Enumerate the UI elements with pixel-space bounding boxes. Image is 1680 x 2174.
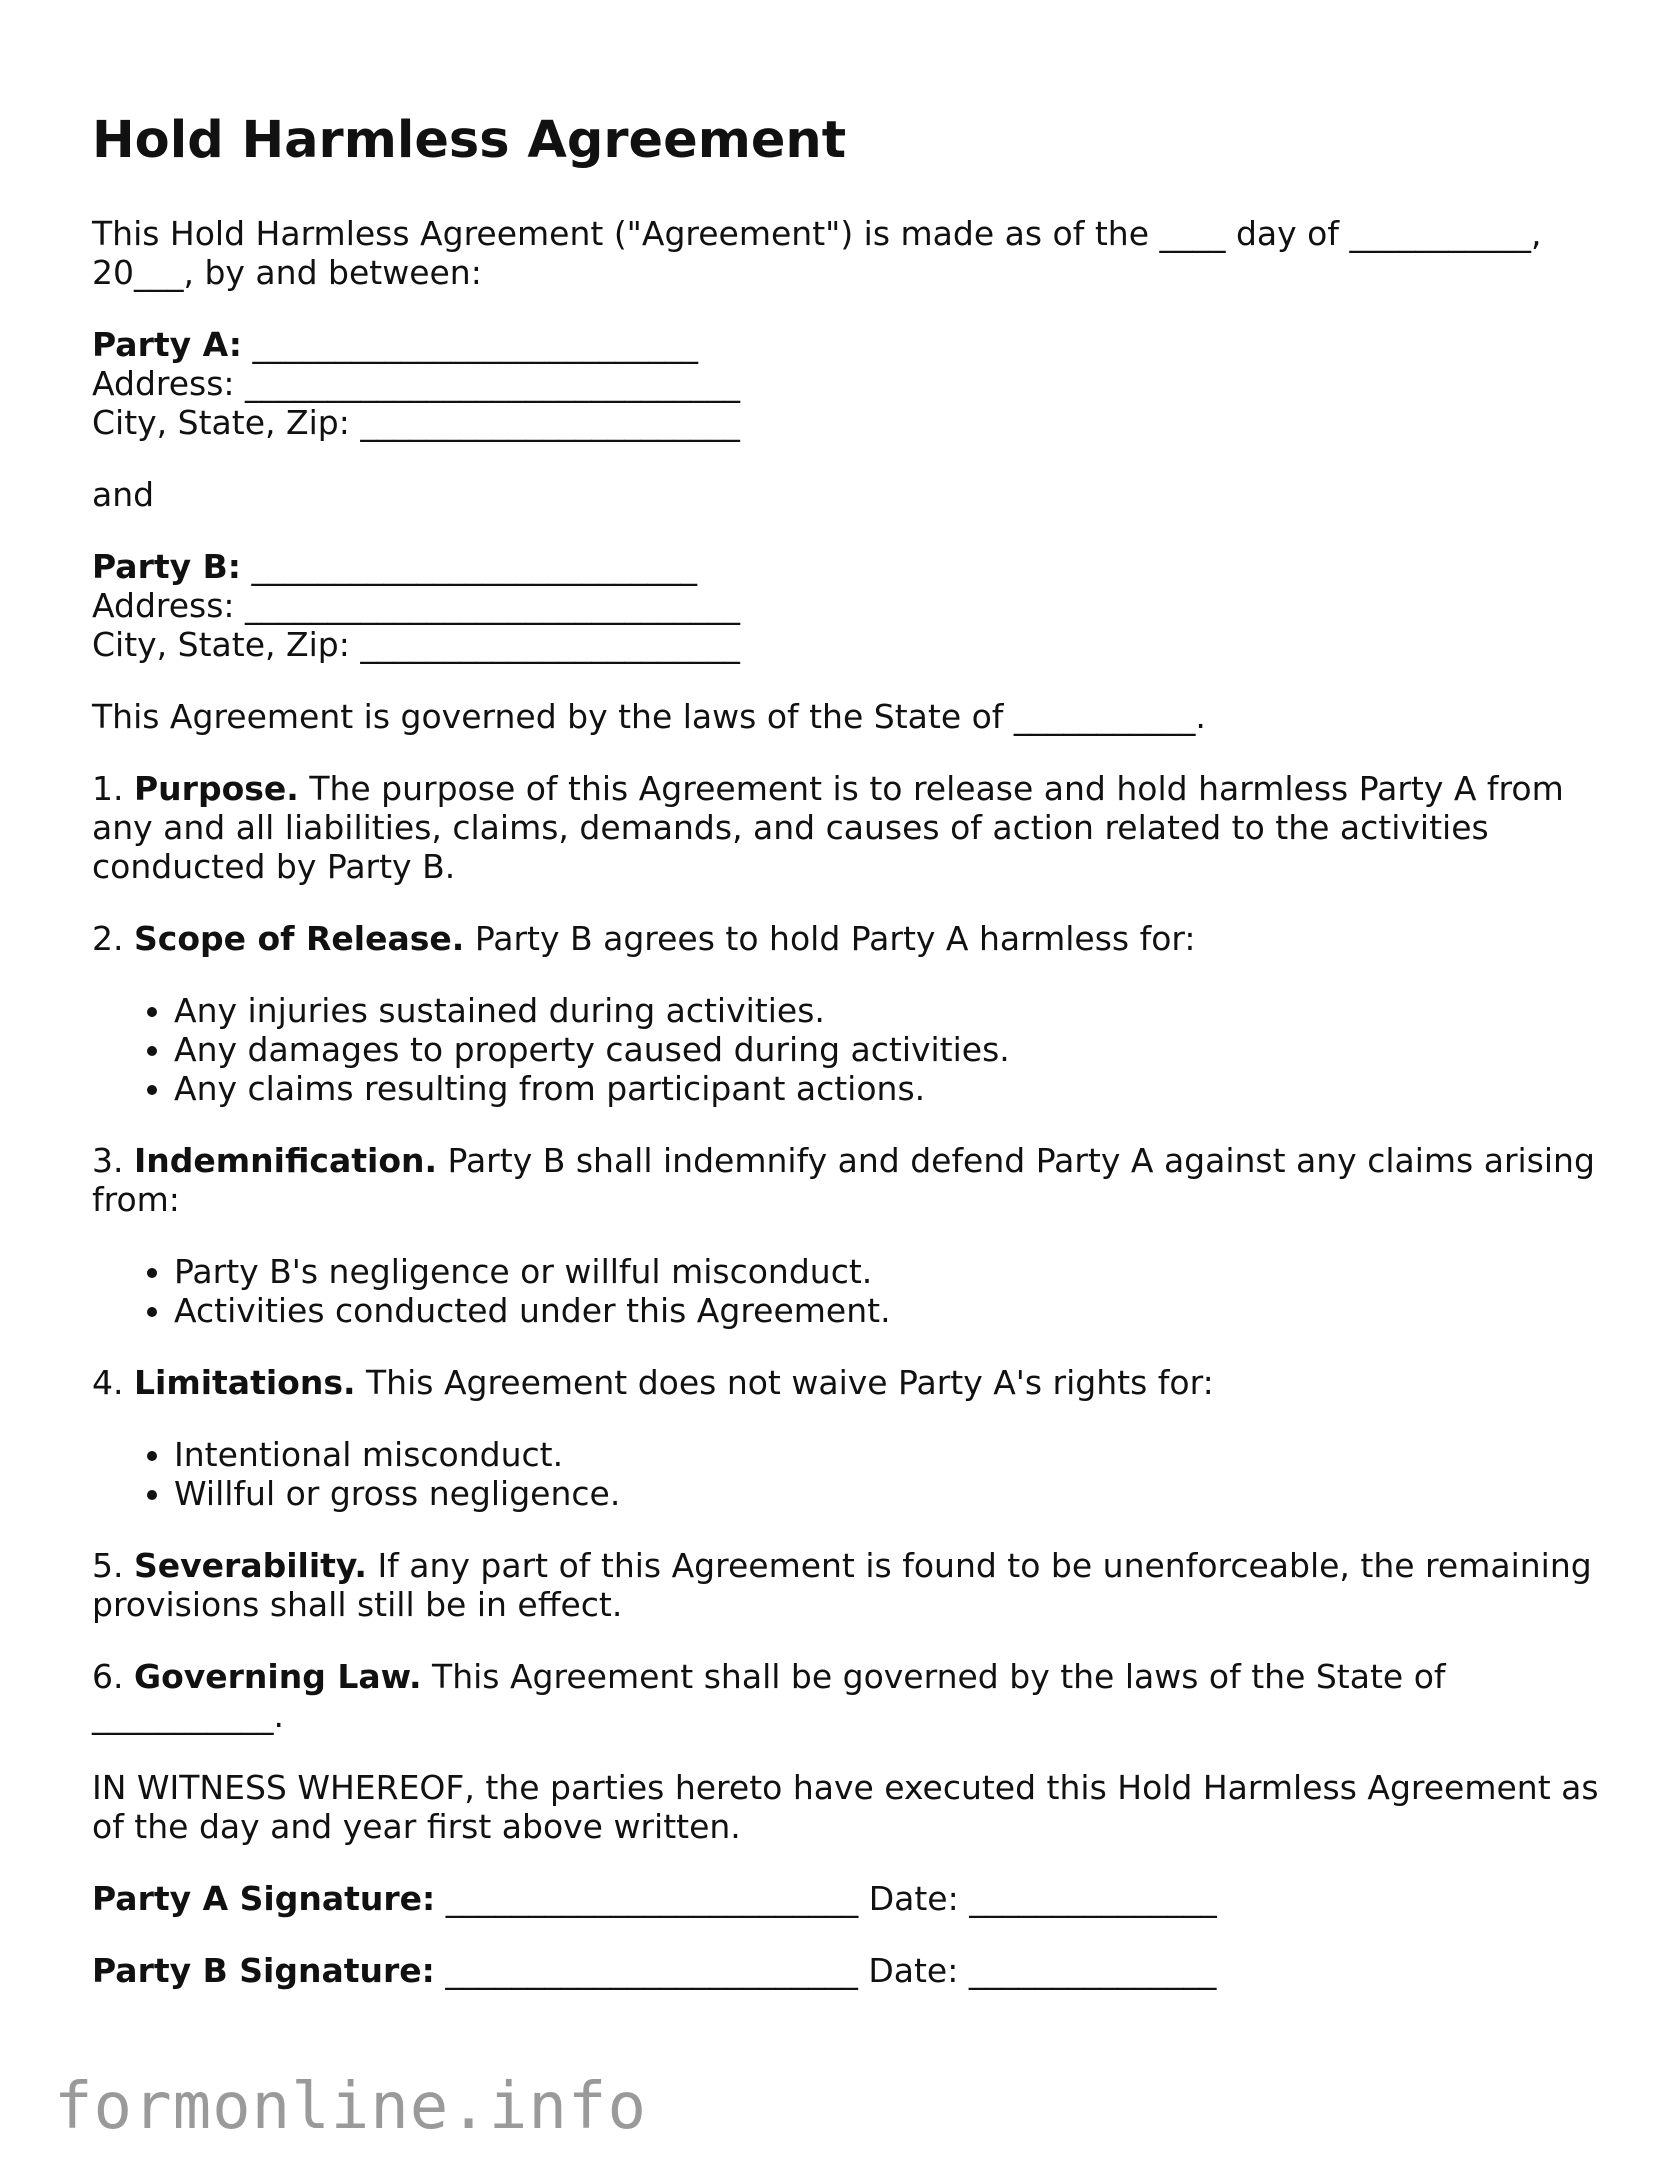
- section-severability: [92, 1546, 1612, 1624]
- date-blank: _______________: [969, 1879, 1217, 1918]
- party-b-signature-line: [92, 1951, 1612, 1990]
- party-a-name-blank: ___________________________: [252, 325, 698, 364]
- section-indemnification: [92, 1141, 1612, 1219]
- party-b-address: Address: ______________________________: [92, 586, 741, 625]
- section-number: 5.: [92, 1546, 124, 1585]
- section-text: Party B agrees to hold Party A harmless for:: [474, 919, 1196, 958]
- list-item: • Activities conducted under this Agreement.: [174, 1291, 1612, 1330]
- limitations-bullet-list: [92, 1435, 1612, 1513]
- section-number: 2.: [92, 919, 124, 958]
- signature-label: Party A Signature:: [92, 1879, 436, 1918]
- and-text: and: [92, 475, 155, 514]
- section-text: If any part of this Agreement is found to be unenforceable, the remaining provisions shall still be in effect.: [92, 1546, 1592, 1624]
- section-heading: Severability.: [134, 1546, 367, 1585]
- date-label: Date:: [868, 1951, 959, 1990]
- party-b-block: [92, 547, 1612, 664]
- section-heading: Limitations.: [134, 1363, 356, 1402]
- section-heading: Scope of Release.: [134, 919, 465, 958]
- date-blank: _______________: [968, 1951, 1217, 1990]
- party-a-city-state-zip: City, State, Zip: _______________________: [92, 403, 740, 442]
- document-page: [92, 110, 1612, 2023]
- party-a-address: Address: ______________________________: [92, 364, 741, 403]
- signature-blank: _________________________: [445, 1879, 859, 1918]
- scope-bullet-list: [92, 991, 1612, 1108]
- governed-by-paragraph: This Agreement is governed by the laws of the State of ___________.: [92, 697, 1206, 736]
- section-number: 4.: [92, 1363, 124, 1402]
- section-heading: Purpose.: [134, 769, 299, 808]
- section-number: 3.: [92, 1141, 124, 1180]
- party-a-signature-line: [92, 1879, 1612, 1918]
- section-number: 6.: [92, 1657, 124, 1696]
- party-b-label: Party B:: [92, 547, 241, 586]
- date-label: Date:: [868, 1879, 959, 1918]
- list-item: • Intentional misconduct.: [174, 1435, 1612, 1474]
- party-a-label: Party A:: [92, 325, 242, 364]
- signature-blank: _________________________: [445, 1951, 858, 1990]
- section-governing-law: [92, 1657, 1612, 1735]
- indemnification-bullet-list: [92, 1252, 1612, 1330]
- section-heading: Governing Law.: [134, 1657, 422, 1696]
- section-purpose: [92, 769, 1612, 886]
- witness-paragraph: IN WITNESS WHEREOF, the parties hereto have executed this Hold Harmless Agreement as of the day and year first above written.: [92, 1768, 1599, 1846]
- signature-label: Party B Signature:: [92, 1951, 435, 1990]
- party-b-city-state-zip: City, State, Zip: _______________________: [92, 625, 740, 664]
- party-b-name-line: [92, 547, 1612, 586]
- section-text: This Agreement shall be governed by the laws of the State of ___________.: [92, 1657, 1446, 1735]
- list-item: • Willful or gross negligence.: [174, 1474, 1612, 1513]
- list-item: • Any damages to property caused during activities.: [174, 1030, 1612, 1069]
- list-item: • Party B's negligence or willful misconduct.: [174, 1252, 1612, 1291]
- section-heading: Indemnification.: [134, 1141, 438, 1180]
- section-number: 1.: [92, 769, 124, 808]
- list-item: • Any injuries sustained during activities.: [174, 991, 1612, 1030]
- section-text: This Agreement does not waive Party A's rights for:: [366, 1363, 1214, 1402]
- section-text: Party B shall indemnify and defend Party A against any claims arising from:: [92, 1141, 1595, 1219]
- page-title: Hold Harmless Agreement: [92, 111, 847, 170]
- party-a-name-line: [92, 325, 1612, 364]
- watermark: formonline.info: [54, 2070, 647, 2144]
- intro-paragraph: This Hold Harmless Agreement ("Agreement") is made as of the ____ day of ___________, 20___, by and between:: [92, 214, 1542, 292]
- section-limitations: [92, 1363, 1612, 1402]
- party-b-name-blank: ___________________________: [251, 547, 697, 586]
- section-text: The purpose of this Agreement is to release and hold harmless Party A from any and all liabilities, claims, demands, and causes of action related to the activities conducted by Party B.: [92, 769, 1564, 886]
- section-scope-of-release: [92, 919, 1612, 958]
- party-a-block: [92, 325, 1612, 442]
- list-item: • Any claims resulting from participant actions.: [174, 1069, 1612, 1108]
